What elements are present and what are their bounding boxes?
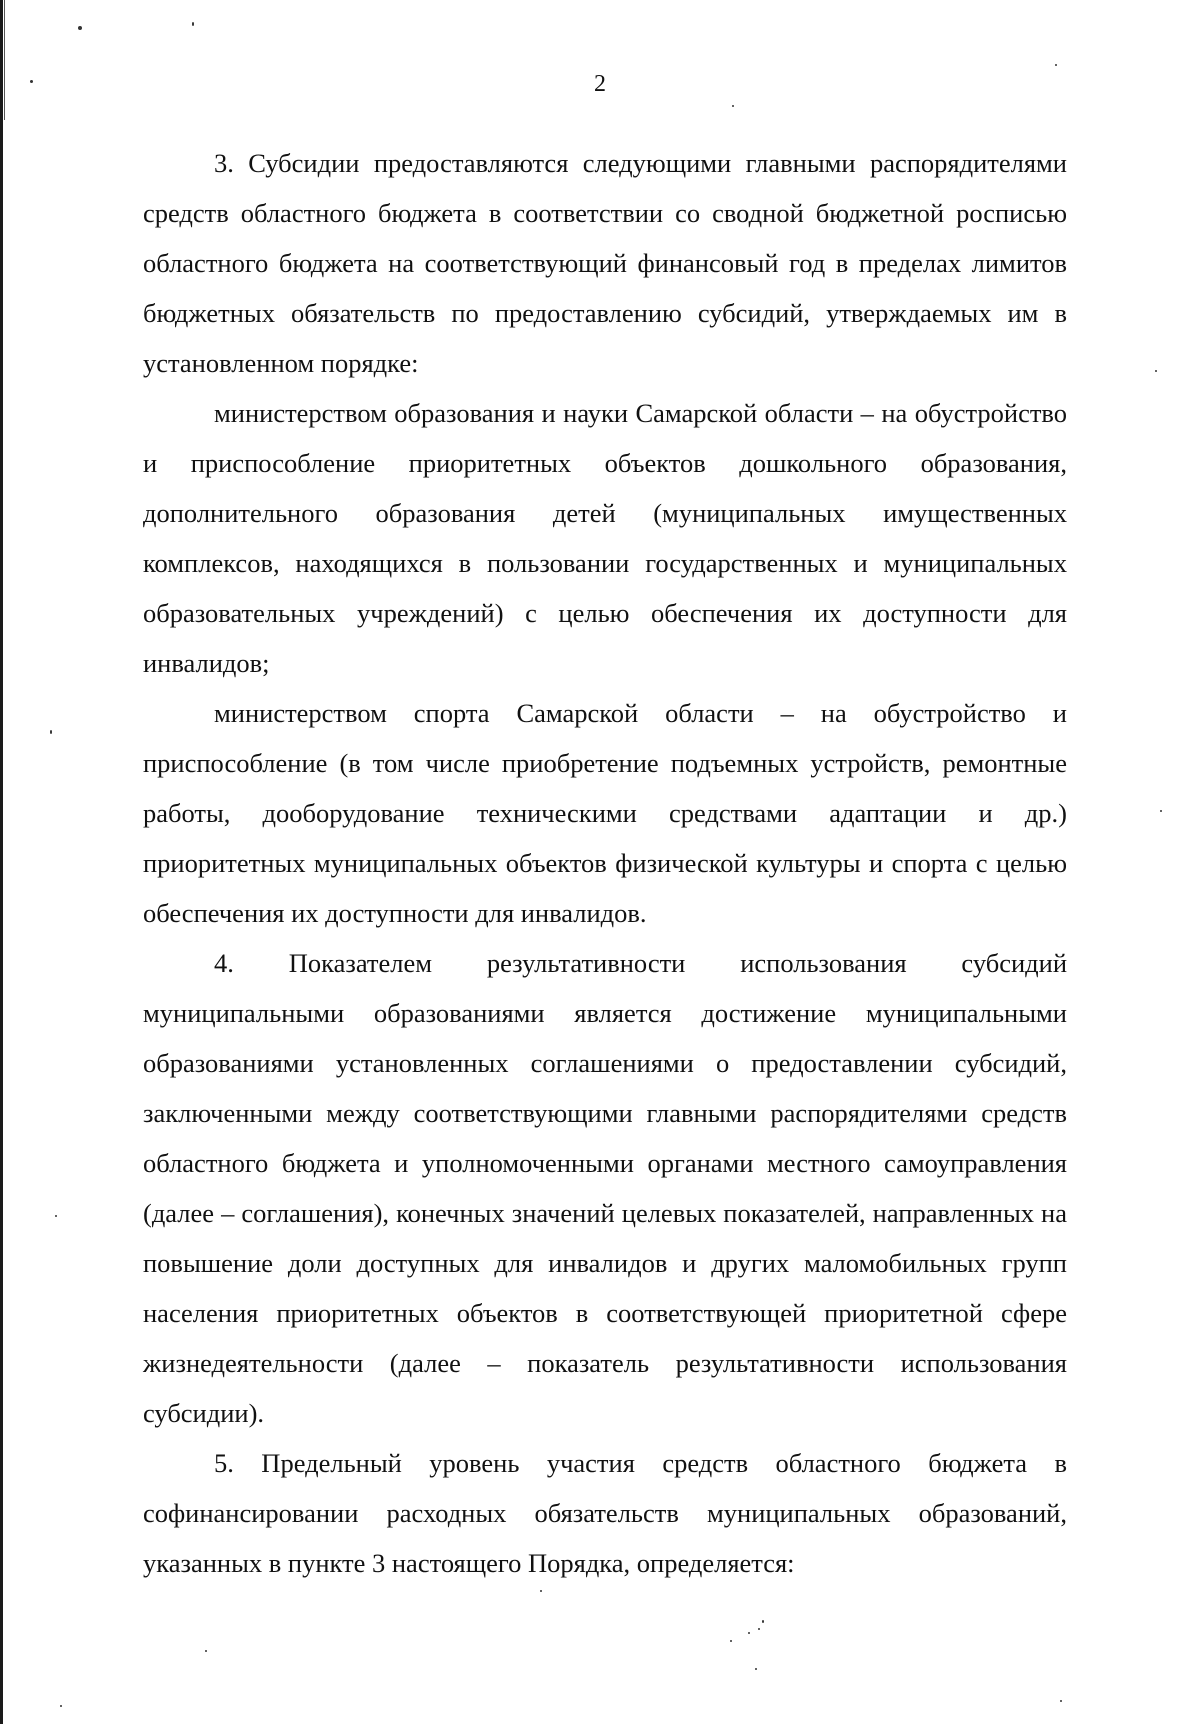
paragraph-3: 3. Субсидии предоставляются следующими главными распорядителями средств областного бюджета в соответствии со сводной бюджетной росписью областного бюджета на соответствующий финансовый год в пределах лимитов бюджетных обязательств по предоставлению субсидий, утверждаемых им в установленном порядке: (143, 148, 1067, 378)
scan-speck (205, 1650, 207, 1652)
scan-speck (762, 1620, 764, 1623)
scan-speck (78, 26, 82, 30)
paragraph-4: 4. Показателем результативности использования субсидий муниципальными образованиями является достижение муниципальными образованиями установленных соглашениями о предоставлении субсидий, заключенными между соответствующими главными распорядителями средств областного бюджета и уполномоченными органами местного самоуправления (далее – соглашения), конечных значений целевых показателей, направленных на повышение доли доступных для инвалидов и других маломобильных групп населения приоритетных объектов в соответствующей приоритетной сфере жизнедеятельности (далее – показатель результативности использования субсидии). (143, 948, 1067, 1428)
scan-speck (50, 730, 52, 734)
scan-edge-line-secondary (4, 0, 5, 120)
scan-speck (1060, 1700, 1062, 1702)
scan-speck (748, 1632, 750, 1634)
document-body (143, 138, 1067, 1588)
page-number: 2 (594, 71, 606, 97)
scan-speck (30, 80, 33, 83)
paragraph-education-ministry: министерством образования и науки Самарской области – на обустройство и приспособление приоритетных объектов дошкольного образования, дополнительного образования детей (муниципальных имущественных комплексов, находящихся в пользовании государственных и муниципальных образовательных учреждений) с целью обеспечения их доступности для инвалидов; (143, 398, 1067, 678)
scan-speck (540, 1590, 542, 1592)
scan-speck (1160, 810, 1162, 812)
scan-edge-line (0, 0, 3, 1724)
scan-speck (732, 105, 734, 107)
paragraph-5: 5. Предельный уровень участия средств областного бюджета в софинансировании расходных обязательств муниципальных образований, указанных в пункте 3 настоящего Порядка, определяется: (143, 1448, 1067, 1578)
scan-speck (1055, 64, 1057, 66)
scan-speck (758, 1628, 760, 1630)
paragraph-sport-ministry: министерством спорта Самарской области – на обустройство и приспособление (в том числе приобретение подъемных устройств, ремонтные работы, дооборудование техническими средствами адаптации и др.) приоритетных муниципальных объектов физической культуры и спорта с целью обеспечения их доступности для инвалидов. (143, 698, 1067, 928)
scan-speck (1155, 370, 1157, 372)
scan-speck (60, 1705, 62, 1707)
scan-speck (55, 1215, 57, 1217)
scan-speck (730, 1640, 732, 1642)
scan-speck (755, 1668, 757, 1670)
scan-speck (192, 22, 194, 26)
